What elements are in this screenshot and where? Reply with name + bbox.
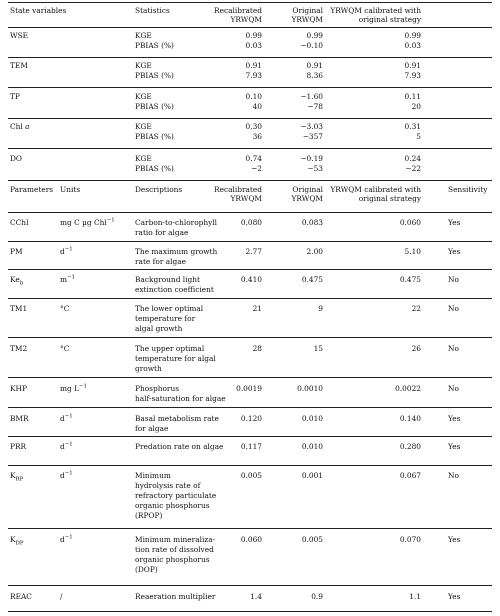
statistic-name: KGE — [135, 31, 152, 40]
rule-line — [8, 611, 492, 612]
sensitivity-value: Yes — [448, 535, 461, 544]
unit: mg $L^{-1}$ — [60, 383, 87, 393]
unit: $m^{-1}$ — [60, 274, 75, 284]
statistic-name: PBIAS (%) — [135, 164, 174, 173]
sensitivity-value: Yes — [448, 218, 461, 227]
parameter-name: $K_{RP}$ — [10, 471, 24, 483]
original-value: −3.03 — [300, 122, 323, 131]
description-line: organic phosphorus — [135, 555, 210, 564]
original-value: 0.083 — [301, 218, 323, 227]
calibrated-original-value: 0.0022 — [395, 384, 421, 393]
description-line: Carbon-to-chlorophyll — [135, 218, 218, 227]
state-variable-name: TP — [10, 92, 20, 101]
description-line: Background light — [135, 275, 200, 284]
calibrated-original-value: 5 — [416, 132, 421, 141]
unit: $d^{-1}$ — [60, 413, 73, 423]
rule-line — [8, 27, 492, 28]
description-line: refractory particulate — [135, 491, 217, 500]
description-line: Phosphorus — [135, 384, 180, 393]
recalibrated-value: 7.93 — [245, 71, 262, 80]
unit: / — [60, 592, 63, 601]
calibrated-original-value: 22 — [411, 304, 421, 313]
calibrated-original-value: 0.03 — [404, 41, 421, 50]
original-value: 15 — [313, 344, 323, 353]
state-variable-name: DO — [10, 154, 22, 163]
recalibrated-value: 0.060 — [240, 535, 262, 544]
recalibrated-value: 0.117 — [240, 442, 262, 451]
description-line: half-saturation for algae — [135, 394, 226, 403]
header-original: Original YRWQM — [291, 185, 323, 203]
parameter-name: REAC — [10, 592, 32, 601]
description-line: Minimum — [135, 471, 171, 480]
statistic-name: PBIAS (%) — [135, 132, 174, 141]
description-line: The upper optimal — [135, 344, 205, 353]
unit: °C — [60, 344, 70, 353]
original-value: −1.60 — [300, 92, 323, 101]
parameter-name: CChl — [10, 218, 29, 227]
rule-line — [8, 528, 492, 529]
parameter-name: TM1 — [10, 304, 28, 313]
description-line: Basal metabolism rate — [135, 414, 219, 423]
recalibrated-value: 28 — [252, 344, 262, 353]
sensitivity-value: No — [448, 275, 459, 284]
unit: $d^{-1}$ — [60, 441, 73, 451]
statistic-name: PBIAS (%) — [135, 41, 174, 50]
recalibrated-value: 21 — [252, 304, 262, 313]
rule-line — [8, 87, 492, 88]
calibrated-original-value: 0.070 — [399, 535, 421, 544]
recalibrated-value: 0.080 — [240, 218, 262, 227]
rule-line — [8, 269, 492, 270]
description-line: growth — [135, 364, 162, 373]
header-state-variables: State variables — [10, 6, 67, 15]
description-line: The lower optimal — [135, 304, 204, 313]
original-value: −0.19 — [300, 154, 323, 163]
calibrated-original-value: 0.91 — [404, 61, 421, 70]
state-variable-name: TEM — [10, 61, 28, 70]
header-parameters: Parameters — [10, 185, 54, 194]
statistic-name: PBIAS (%) — [135, 71, 174, 80]
original-value: 0.010 — [301, 414, 323, 423]
rule-line — [8, 377, 492, 378]
original-value: −53 — [307, 164, 323, 173]
calibrated-original-value: 7.93 — [404, 71, 421, 80]
original-value: −357 — [302, 132, 323, 141]
header-units: Units — [60, 185, 81, 194]
sensitivity-value: No — [448, 471, 459, 480]
unit: $d^{-1}$ — [60, 470, 73, 480]
rule-line — [8, 407, 492, 408]
recalibrated-value: 0.0019 — [236, 384, 262, 393]
calibrated-original-value: 5.10 — [404, 247, 421, 256]
description-line: rate for algae — [135, 257, 186, 266]
recalibrated-value: 36 — [252, 132, 262, 141]
calibrated-original-value: 0.11 — [404, 92, 421, 101]
rule-line — [8, 212, 492, 213]
description-line: Predation rate on algae — [135, 442, 224, 451]
statistic-name: KGE — [135, 61, 152, 70]
sensitivity-value: No — [448, 384, 459, 393]
sensitivity-value: Yes — [448, 592, 461, 601]
recalibrated-value: −2 — [251, 164, 262, 173]
unit: mg C µg Chl$^{-1}$ — [60, 217, 115, 227]
parameter-name: BMR — [10, 414, 29, 423]
calibrated-original-value: 1.1 — [409, 592, 421, 601]
original-value: 0.005 — [301, 535, 323, 544]
rule-line — [8, 2, 492, 3]
rule-line — [8, 118, 492, 119]
statistic-name: KGE — [135, 92, 152, 101]
rule-line — [8, 57, 492, 58]
description-line: Minimum mineraliza- — [135, 535, 216, 544]
calibrated-original-value: 0.99 — [404, 31, 421, 40]
state-variable-name: WSE — [10, 31, 29, 40]
rule-line — [8, 148, 492, 149]
description-line: extinction coefficient — [135, 285, 214, 294]
calibrated-original-value: 0.475 — [399, 275, 421, 284]
rule-line — [8, 436, 492, 437]
parameter-name: TM2 — [10, 344, 28, 353]
parameter-name: KHP — [10, 384, 27, 393]
description-line: tion rate of dissolved — [135, 545, 214, 554]
original-value: 0.9 — [311, 592, 323, 601]
recalibrated-value: 0.410 — [240, 275, 262, 284]
description-line: Reaeration multiplier — [135, 592, 216, 601]
rule-line — [8, 337, 492, 338]
calibrated-original-value: −22 — [405, 164, 421, 173]
sensitivity-value: No — [448, 304, 459, 313]
description-line: organic phosphorus — [135, 501, 210, 510]
description-line: (DOP) — [135, 565, 158, 574]
original-value: 0.0010 — [297, 384, 323, 393]
calibrated-original-value: 0.280 — [399, 442, 421, 451]
unit: $d^{-1}$ — [60, 246, 73, 256]
original-value: 0.010 — [301, 442, 323, 451]
description-line: The maximum growth — [135, 247, 218, 256]
sensitivity-value: Yes — [448, 247, 461, 256]
recalibrated-value: 0.30 — [245, 122, 262, 131]
header-descriptions: Descriptions — [135, 185, 183, 194]
original-value: 0.475 — [301, 275, 323, 284]
recalibrated-value: 0.120 — [240, 414, 262, 423]
header-calibrated-original: YRWQM calibrated with original strategy — [330, 185, 421, 203]
recalibrated-value: 40 — [252, 102, 262, 111]
header-statistics: Statistics — [135, 6, 170, 15]
parameter-name: $Ke_b$ — [10, 275, 24, 287]
description-line: temperature for — [135, 314, 196, 323]
calibrated-original-value: 0.060 — [399, 218, 421, 227]
original-value: 0.99 — [306, 31, 323, 40]
description-line: algal growth — [135, 324, 183, 333]
header-sensitivity: Sensitivity — [448, 185, 488, 194]
recalibrated-value: 0.99 — [245, 31, 262, 40]
rule-line — [8, 465, 492, 466]
calibrated-original-value: 0.31 — [404, 122, 421, 131]
statistic-name: PBIAS (%) — [135, 102, 174, 111]
original-value: −0.10 — [300, 41, 323, 50]
recalibrated-value: 0.10 — [245, 92, 262, 101]
unit: °C — [60, 304, 70, 313]
original-value: 0.91 — [306, 61, 323, 70]
rule-line — [8, 298, 492, 299]
original-value: 2.00 — [306, 247, 323, 256]
unit: $d^{-1}$ — [60, 534, 73, 544]
sensitivity-value: Yes — [448, 442, 461, 451]
calibrated-original-value: 0.140 — [399, 414, 421, 423]
original-value: −78 — [307, 102, 323, 111]
recalibrated-value: 0.91 — [245, 61, 262, 70]
parameter-name: PM — [10, 247, 23, 256]
statistic-name: KGE — [135, 122, 152, 131]
original-value: 0.001 — [301, 471, 323, 480]
calibrated-original-value: 0.067 — [399, 471, 421, 480]
header-original: Original YRWQM — [291, 6, 323, 24]
rule-line — [8, 241, 492, 242]
statistic-name: KGE — [135, 154, 152, 163]
recalibrated-value: 0.74 — [245, 154, 262, 163]
sensitivity-value: Yes — [448, 414, 461, 423]
description-line: temperature for algal — [135, 354, 216, 363]
recalibrated-value: 1.4 — [250, 592, 262, 601]
calibrated-original-value: 0.24 — [404, 154, 421, 163]
rule-line — [8, 180, 492, 181]
description-line: hydrolysis rate of — [135, 481, 201, 490]
state-variable-name: Chl a — [10, 122, 30, 131]
description-line: (RPOP) — [135, 511, 163, 520]
header-recalibrated: Recalibrated YRWQM — [214, 185, 262, 203]
calibrated-original-value: 26 — [411, 344, 421, 353]
parameter-name: $K_{DP}$ — [10, 535, 24, 547]
description-line: ratio for algae — [135, 228, 189, 237]
recalibrated-value: 2.77 — [245, 247, 262, 256]
original-value: 8.36 — [306, 71, 323, 80]
sensitivity-value: No — [448, 344, 459, 353]
rule-line — [8, 585, 492, 586]
parameter-name: PRR — [10, 442, 27, 451]
calibrated-original-value: 20 — [411, 102, 421, 111]
recalibrated-value: 0.005 — [240, 471, 262, 480]
recalibrated-value: 0.03 — [245, 41, 262, 50]
description-line: for algae — [135, 424, 169, 433]
header-recalibrated: Recalibrated YRWQM — [214, 6, 262, 24]
original-value: 9 — [318, 304, 323, 313]
header-calibrated-original: YRWQM calibrated with original strategy — [330, 6, 421, 24]
